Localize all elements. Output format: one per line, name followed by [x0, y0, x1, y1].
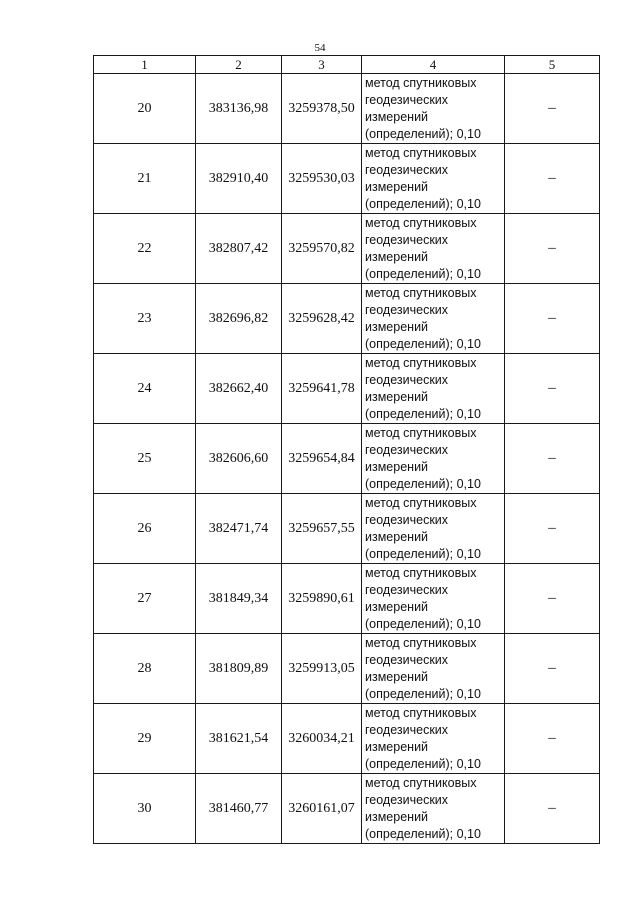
method-cell [362, 704, 505, 774]
method-line: измерений [365, 459, 429, 474]
method-line: (определений); 0,10 [365, 266, 481, 281]
table-body [94, 74, 600, 844]
method-line: геодезических [365, 162, 449, 177]
method-line: геодезических [365, 442, 449, 457]
column-5-value: – [505, 494, 600, 564]
column-5-value: – [505, 144, 600, 214]
coordinate-x: 382471,74 [196, 494, 282, 564]
point-number: 30 [94, 774, 196, 844]
method-line: метод спутниковых [365, 495, 477, 510]
coordinate-x: 382696,82 [196, 284, 282, 354]
coordinate-x: 382606,60 [196, 424, 282, 494]
point-number: 29 [94, 704, 196, 774]
method-line: измерений [365, 809, 429, 824]
table-row [94, 354, 600, 424]
table-row [94, 214, 600, 284]
method-line: геодезических [365, 232, 449, 247]
method-line: (определений); 0,10 [365, 196, 481, 211]
coordinate-y: 3260034,21 [282, 704, 362, 774]
point-number: 23 [94, 284, 196, 354]
method-line: геодезических [365, 92, 449, 107]
method-line: измерений [365, 529, 429, 544]
point-number: 20 [94, 74, 196, 144]
coordinate-x: 382910,40 [196, 144, 282, 214]
method-line: (определений); 0,10 [365, 126, 481, 141]
method-line: метод спутниковых [365, 565, 477, 580]
method-line: геодезических [365, 302, 449, 317]
coordinate-y: 3259530,03 [282, 144, 362, 214]
header-col-3: 3 [282, 56, 362, 74]
point-number: 27 [94, 564, 196, 634]
column-5-value: – [505, 354, 600, 424]
method-line: метод спутниковых [365, 285, 477, 300]
coordinate-y: 3259913,05 [282, 634, 362, 704]
method-line: измерений [365, 109, 429, 124]
method-line: геодезических [365, 512, 449, 527]
coordinate-y: 3259641,78 [282, 354, 362, 424]
point-number: 26 [94, 494, 196, 564]
table-header [94, 56, 600, 74]
method-line: геодезических [365, 372, 449, 387]
method-line: (определений); 0,10 [365, 546, 481, 561]
point-number: 21 [94, 144, 196, 214]
method-line: измерений [365, 389, 429, 404]
coordinate-y: 3259628,42 [282, 284, 362, 354]
method-line: (определений); 0,10 [365, 476, 481, 491]
method-line: метод спутниковых [365, 775, 477, 790]
coordinate-y: 3259654,84 [282, 424, 362, 494]
column-5-value: – [505, 74, 600, 144]
coordinate-x: 381460,77 [196, 774, 282, 844]
method-line: (определений); 0,10 [365, 406, 481, 421]
column-5-value: – [505, 634, 600, 704]
method-cell [362, 214, 505, 284]
point-number: 24 [94, 354, 196, 424]
method-line: измерений [365, 669, 429, 684]
method-cell [362, 424, 505, 494]
point-number: 22 [94, 214, 196, 284]
method-line: измерений [365, 739, 429, 754]
method-line: измерений [365, 599, 429, 614]
table-row [94, 564, 600, 634]
column-5-value: – [505, 424, 600, 494]
coordinate-y: 3259890,61 [282, 564, 362, 634]
method-cell [362, 564, 505, 634]
column-5-value: – [505, 284, 600, 354]
method-line: метод спутниковых [365, 635, 477, 650]
table-row [94, 74, 600, 144]
method-cell [362, 284, 505, 354]
method-line: измерений [365, 249, 429, 264]
method-cell [362, 494, 505, 564]
method-line: метод спутниковых [365, 145, 477, 160]
column-5-value: – [505, 704, 600, 774]
method-line: (определений); 0,10 [365, 616, 481, 631]
coordinate-x: 381809,89 [196, 634, 282, 704]
method-line: метод спутниковых [365, 215, 477, 230]
method-line: метод спутниковых [365, 705, 477, 720]
table-row [94, 144, 600, 214]
table-row [94, 284, 600, 354]
column-5-value: – [505, 774, 600, 844]
coordinate-y: 3260161,07 [282, 774, 362, 844]
method-cell [362, 774, 505, 844]
column-5-value: – [505, 214, 600, 284]
method-line: метод спутниковых [365, 75, 477, 90]
header-col-2: 2 [196, 56, 282, 74]
header-col-5: 5 [505, 56, 600, 74]
coordinates-table [93, 55, 600, 844]
table-row [94, 774, 600, 844]
method-cell [362, 634, 505, 704]
page-number: 54 [314, 42, 326, 54]
method-line: метод спутниковых [365, 355, 477, 370]
method-cell [362, 74, 505, 144]
coordinate-x: 383136,98 [196, 74, 282, 144]
header-row [94, 56, 600, 74]
method-line: геодезических [365, 792, 449, 807]
coordinate-x: 382662,40 [196, 354, 282, 424]
method-line: геодезических [365, 652, 449, 667]
point-number: 28 [94, 634, 196, 704]
header-col-4: 4 [362, 56, 505, 74]
coordinate-y: 3259657,55 [282, 494, 362, 564]
coordinate-y: 3259570,82 [282, 214, 362, 284]
method-line: измерений [365, 319, 429, 334]
coordinate-x: 381621,54 [196, 704, 282, 774]
coordinate-y: 3259378,50 [282, 74, 362, 144]
table-row [94, 494, 600, 564]
method-line: геодезических [365, 582, 449, 597]
table-row [94, 634, 600, 704]
table-row [94, 424, 600, 494]
method-line: (определений); 0,10 [365, 686, 481, 701]
method-line: (определений); 0,10 [365, 336, 481, 351]
method-line: (определений); 0,10 [365, 756, 481, 771]
coordinate-x: 381849,34 [196, 564, 282, 634]
coordinate-x: 382807,42 [196, 214, 282, 284]
method-cell [362, 354, 505, 424]
method-line: метод спутниковых [365, 425, 477, 440]
column-5-value: – [505, 564, 600, 634]
method-cell [362, 144, 505, 214]
method-line: измерений [365, 179, 429, 194]
method-line: геодезических [365, 722, 449, 737]
method-line: (определений); 0,10 [365, 826, 481, 841]
point-number: 25 [94, 424, 196, 494]
header-col-1: 1 [94, 56, 196, 74]
table-row [94, 704, 600, 774]
